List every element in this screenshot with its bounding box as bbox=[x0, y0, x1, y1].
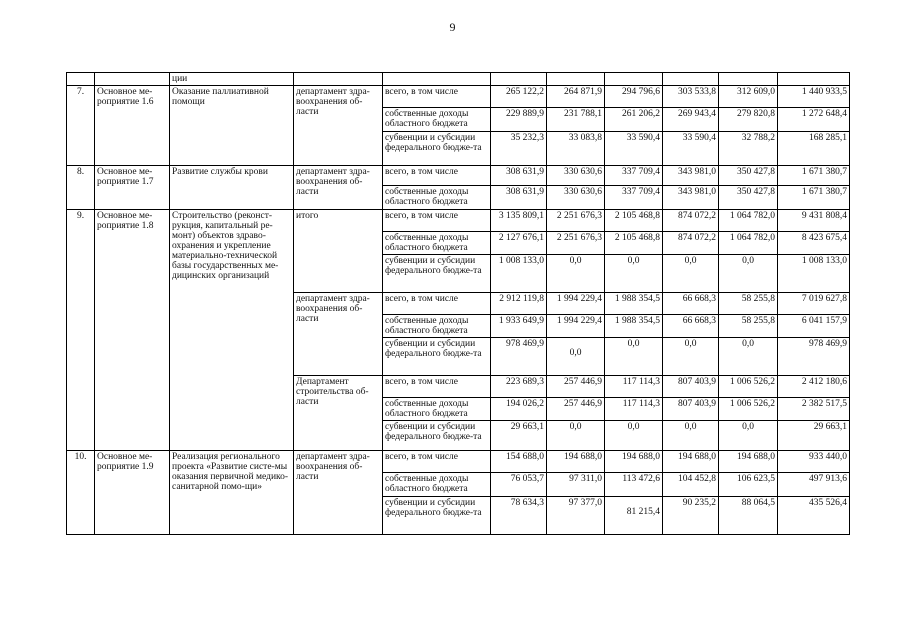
value-cell: 90 235,2 bbox=[663, 497, 719, 535]
value-cell: 303 533,8 bbox=[663, 86, 719, 108]
value-cell: 308 631,9 bbox=[491, 166, 547, 186]
value-cell: 106 623,5 bbox=[719, 473, 778, 497]
total-cell: 497 913,6 bbox=[778, 473, 850, 497]
budget-table bbox=[66, 72, 850, 535]
value-cell: 194 688,0 bbox=[719, 451, 778, 473]
value-cell: 1 008 133,0 bbox=[491, 255, 547, 293]
value-cell: 0,0 bbox=[663, 421, 719, 451]
total-cell: 1 440 933,5 bbox=[778, 86, 850, 108]
funding-source: всего, в том числе bbox=[383, 166, 491, 186]
value-cell: 2 251 676,3 bbox=[547, 210, 605, 232]
page-number: 9 bbox=[449, 20, 456, 34]
value-cell: 343 981,0 bbox=[663, 186, 719, 210]
value-cell: 0,0 bbox=[605, 338, 663, 376]
value-cell: 81 215,4 bbox=[605, 497, 663, 535]
table-row bbox=[67, 166, 850, 186]
value-cell: 0,0 bbox=[547, 421, 605, 451]
executor: департамент здра-воохранения об-ласти bbox=[294, 166, 383, 210]
total-cell: 1 671 380,7 bbox=[778, 166, 850, 186]
funding-source: собственные доходы областного бюджета bbox=[383, 473, 491, 497]
funding-source: собственные доходы областного бюджета bbox=[383, 108, 491, 132]
value-cell: 2 127 676,1 bbox=[491, 232, 547, 255]
value-cell: 874 072,2 bbox=[663, 210, 719, 232]
total-cell: 1 008 133,0 bbox=[778, 255, 850, 293]
value-cell: 2 251 676,3 bbox=[547, 232, 605, 255]
total-cell: 1 272 648,4 bbox=[778, 108, 850, 132]
row-number: 10. bbox=[67, 451, 95, 535]
value-cell: 0,0 bbox=[663, 255, 719, 293]
value-cell: 194 688,0 bbox=[663, 451, 719, 473]
value-cell: 154 688,0 bbox=[491, 451, 547, 473]
funding-source: собственные доходы областного бюджета bbox=[383, 232, 491, 255]
total-cell: 29 663,1 bbox=[778, 421, 850, 451]
value-cell: 350 427,8 bbox=[719, 166, 778, 186]
value-cell: 97 311,0 bbox=[547, 473, 605, 497]
total-cell: 9 431 808,4 bbox=[778, 210, 850, 232]
value-cell: 229 889,9 bbox=[491, 108, 547, 132]
value-cell: 58 255,8 bbox=[719, 315, 778, 338]
executor: департамент здра-воохранения об-ласти bbox=[294, 86, 383, 166]
value-cell: 308 631,9 bbox=[491, 186, 547, 210]
value-cell: 0,0 bbox=[605, 255, 663, 293]
value-cell: 2 105 468,8 bbox=[605, 210, 663, 232]
event-name: Основное ме-роприятие 1.9 bbox=[95, 451, 170, 535]
value-cell: 807 403,9 bbox=[663, 376, 719, 398]
continuation-row bbox=[67, 73, 850, 86]
value-cell: 1 006 526,2 bbox=[719, 376, 778, 398]
total-cell: 168 285,1 bbox=[778, 132, 850, 166]
executor: департамент здра-воохранения об-ласти bbox=[294, 451, 383, 535]
total-cell: 8 423 675,4 bbox=[778, 232, 850, 255]
value-cell: 88 064,5 bbox=[719, 497, 778, 535]
total-cell: 7 019 627,8 bbox=[778, 293, 850, 315]
value-cell: 330 630,6 bbox=[547, 166, 605, 186]
value-cell: 330 630,6 bbox=[547, 186, 605, 210]
value-cell: 1 994 229,4 bbox=[547, 293, 605, 315]
value-cell: 32 788,2 bbox=[719, 132, 778, 166]
total-cell: 6 041 157,9 bbox=[778, 315, 850, 338]
funding-source: собственные доходы областного бюджета bbox=[383, 398, 491, 421]
value-cell: 2 105 468,8 bbox=[605, 232, 663, 255]
continuation-text: ции bbox=[170, 73, 294, 86]
value-cell: 265 122,2 bbox=[491, 86, 547, 108]
value-cell: 76 053,7 bbox=[491, 473, 547, 497]
value-cell: 261 206,2 bbox=[605, 108, 663, 132]
value-cell: 117 114,3 bbox=[605, 398, 663, 421]
value-cell: 194 026,2 bbox=[491, 398, 547, 421]
value-cell: 1 994 229,4 bbox=[547, 315, 605, 338]
total-cell: 2 412 180,6 bbox=[778, 376, 850, 398]
funding-source: субвенции и субсидии федерального бюдже-та bbox=[383, 421, 491, 451]
value-cell: 97 377,0 bbox=[547, 497, 605, 535]
funding-source: субвенции и субсидии федерального бюдже-та bbox=[383, 497, 491, 535]
total-cell: 1 671 380,7 bbox=[778, 186, 850, 210]
funding-source: собственные доходы областного бюджета bbox=[383, 186, 491, 210]
value-cell: 0,0 bbox=[605, 421, 663, 451]
value-cell: 194 688,0 bbox=[605, 451, 663, 473]
value-cell: 33 590,4 bbox=[605, 132, 663, 166]
value-cell: 33 083,8 bbox=[547, 132, 605, 166]
value-cell: 231 788,1 bbox=[547, 108, 605, 132]
executor: итого bbox=[294, 210, 383, 293]
row-number: 7. bbox=[67, 86, 95, 166]
value-cell: 1 988 354,5 bbox=[605, 293, 663, 315]
value-cell: 1 006 526,2 bbox=[719, 398, 778, 421]
value-cell: 279 820,8 bbox=[719, 108, 778, 132]
funding-source: всего, в том числе bbox=[383, 210, 491, 232]
value-cell: 2 912 119,8 bbox=[491, 293, 547, 315]
value-cell: 35 232,3 bbox=[491, 132, 547, 166]
value-cell: 1 064 782,0 bbox=[719, 232, 778, 255]
funding-source: всего, в том числе bbox=[383, 293, 491, 315]
total-cell: 933 440,0 bbox=[778, 451, 850, 473]
value-cell: 66 668,3 bbox=[663, 293, 719, 315]
funding-source: всего, в том числе bbox=[383, 376, 491, 398]
value-cell: 58 255,8 bbox=[719, 293, 778, 315]
value-cell: 0,0 bbox=[719, 338, 778, 376]
row-number: 8. bbox=[67, 166, 95, 210]
value-cell: 1 988 354,5 bbox=[605, 315, 663, 338]
value-cell: 3 135 809,1 bbox=[491, 210, 547, 232]
value-cell: 1 933 649,9 bbox=[491, 315, 547, 338]
funding-source: субвенции и субсидии федерального бюдже-та bbox=[383, 132, 491, 166]
value-cell: 0,0 bbox=[719, 421, 778, 451]
event-title: Развитие службы крови bbox=[170, 166, 294, 210]
value-cell: 194 688,0 bbox=[547, 451, 605, 473]
row-number: 9. bbox=[67, 210, 95, 451]
funding-source: всего, в том числе bbox=[383, 86, 491, 108]
value-cell: 0,0 bbox=[719, 255, 778, 293]
value-cell: 343 981,0 bbox=[663, 166, 719, 186]
table-row bbox=[67, 451, 850, 473]
value-cell: 1 064 782,0 bbox=[719, 210, 778, 232]
value-cell: 978 469,9 bbox=[491, 338, 547, 376]
value-cell: 117 114,3 bbox=[605, 376, 663, 398]
value-cell: 269 943,4 bbox=[663, 108, 719, 132]
value-cell: 29 663,1 bbox=[491, 421, 547, 451]
value-cell: 66 668,3 bbox=[663, 315, 719, 338]
event-name: Основное ме-роприятие 1.6 bbox=[95, 86, 170, 166]
value-cell: 33 590,4 bbox=[663, 132, 719, 166]
value-cell: 257 446,9 bbox=[547, 398, 605, 421]
value-cell: 0,0 bbox=[663, 338, 719, 376]
funding-source: собственные доходы областного бюджета bbox=[383, 315, 491, 338]
table-row bbox=[67, 86, 850, 108]
executor: Департамент строительства об-ласти bbox=[294, 376, 383, 451]
value-cell: 78 634,3 bbox=[491, 497, 547, 535]
value-cell: 337 709,4 bbox=[605, 186, 663, 210]
value-cell: 0,0 bbox=[547, 338, 605, 376]
funding-source: субвенции и субсидии федерального бюдже-та bbox=[383, 338, 491, 376]
value-cell: 0,0 bbox=[547, 255, 605, 293]
event-title: Оказание паллиативной помощи bbox=[170, 86, 294, 166]
funding-source: субвенции и субсидии федерального бюдже-та bbox=[383, 255, 491, 293]
total-cell: 2 382 517,5 bbox=[778, 398, 850, 421]
value-cell: 104 452,8 bbox=[663, 473, 719, 497]
event-title: Реализация регионального проекта «Развитие систе-мы оказания первичной медико-санитарной помо-щи» bbox=[170, 451, 294, 535]
value-cell: 874 072,2 bbox=[663, 232, 719, 255]
value-cell: 350 427,8 bbox=[719, 186, 778, 210]
executor: департамент здра-воохранения об-ласти bbox=[294, 293, 383, 376]
funding-source: всего, в том числе bbox=[383, 451, 491, 473]
value-cell: 312 609,0 bbox=[719, 86, 778, 108]
value-cell: 223 689,3 bbox=[491, 376, 547, 398]
total-cell: 435 526,4 bbox=[778, 497, 850, 535]
value-cell: 113 472,6 bbox=[605, 473, 663, 497]
event-title: Строительство (реконст-рукция, капитальный ре-монт) объектов здраво-охранения и укрепление материально-технической базы государственных ме-дицинских организаций bbox=[170, 210, 294, 451]
value-cell: 257 446,9 bbox=[547, 376, 605, 398]
value-cell: 807 403,9 bbox=[663, 398, 719, 421]
event-name: Основное ме-роприятие 1.8 bbox=[95, 210, 170, 451]
event-name: Основное ме-роприятие 1.7 bbox=[95, 166, 170, 210]
value-cell: 337 709,4 bbox=[605, 166, 663, 186]
total-cell: 978 469,9 bbox=[778, 338, 850, 376]
table-row bbox=[67, 210, 850, 232]
value-cell: 294 796,6 bbox=[605, 86, 663, 108]
value-cell: 264 871,9 bbox=[547, 86, 605, 108]
